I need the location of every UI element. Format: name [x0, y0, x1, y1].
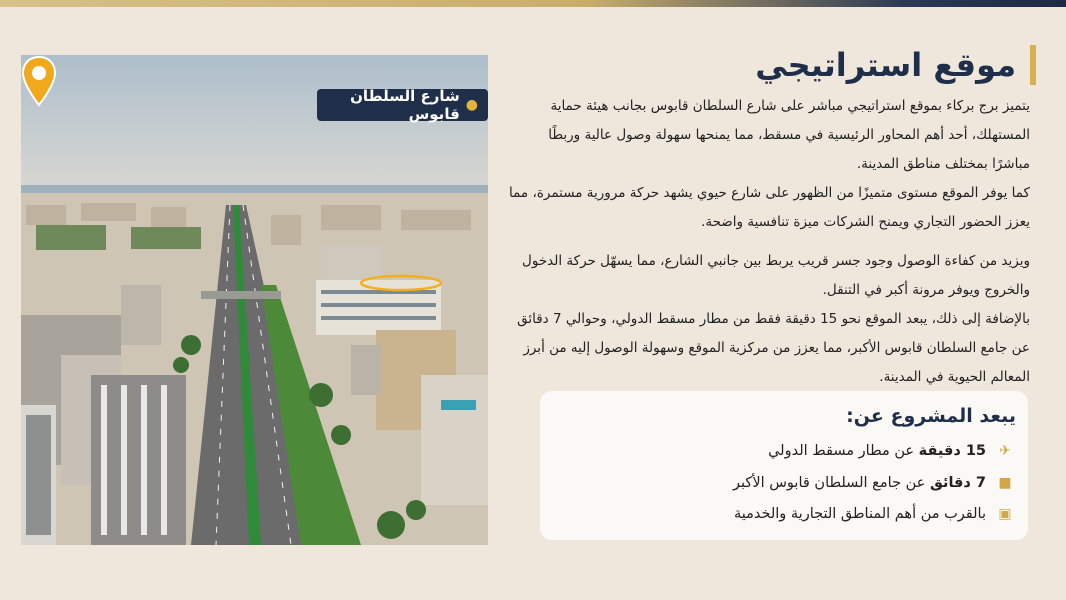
- paragraph-4: بالإضافة إلى ذلك، يبعد الموقع نحو 15 دقيقة فقط من مطار مسقط الدولي، وحوالي 7 دقائق عن جامع السلطان قابوس الأكبر، مما يعزز من مركزية الموقع وسهولة الوصول إليه من أبرز المعالم الحيوية في المدينة.: [517, 311, 1030, 385]
- distance-card: [540, 391, 1028, 540]
- aerial-photo-illustration: [21, 55, 488, 545]
- distance-value: 7 دقائق: [929, 475, 986, 491]
- paragraph-2: كما يوفر الموقع مستوى متميزًا من الظهور على شارع حيوي يشهد حركة مرورية مستمرة، مما يعزز الحضور التجاري ويمنح الشركات ميزة تنافسية واضحة.: [509, 185, 1030, 230]
- distance-value: 15 دقيقة: [918, 443, 986, 459]
- top-accent-bar: [0, 0, 1066, 7]
- map-marker-icon: [21, 55, 57, 107]
- distance-item-mosque: [733, 475, 1014, 491]
- description-text: [508, 92, 1030, 392]
- title-accent-bar: [1030, 45, 1036, 85]
- card-title: يبعد المشروع عن:: [846, 405, 1016, 427]
- section-heading: [755, 44, 1036, 86]
- airplane-icon: ✈: [999, 443, 1011, 459]
- briefcase-icon: ▣: [998, 506, 1012, 522]
- aerial-photo: [21, 55, 488, 545]
- distance-text: عن مطار مسقط الدولي: [768, 443, 915, 459]
- distance-text: عن جامع السلطان قابوس الأكبر: [733, 475, 926, 491]
- mosque-icon: ■: [998, 475, 1012, 491]
- paragraph-1: يتميز برج بركاء بموقع استراتيجي مباشر على شارع السلطان قابوس بجانب هيئة حماية المستهلك، أحد أهم المحاور الرئيسية في مسقط، مما يمنحها سهولة وصول عالية وربطًا مباشرًا بمختلف مناطق المدينة.: [548, 98, 1030, 172]
- street-label-badge: [317, 89, 488, 121]
- street-label-text: شارع السلطان قابوس: [350, 87, 460, 123]
- distance-item-commercial: [734, 506, 1014, 522]
- page-title: موقع استراتيجي: [755, 46, 1016, 84]
- distance-item-airport: [768, 443, 1014, 459]
- location-pin-icon: ●: [465, 97, 478, 113]
- paragraph-3: ويزيد من كفاءة الوصول وجود جسر قريب يربط بين جانبي الشارع، مما يسهّل حركة الدخول والخروج ويوفر مرونة أكبر في التنقل.: [522, 253, 1030, 298]
- distance-text: بالقرب من أهم المناطق التجارية والخدمية: [733, 506, 986, 522]
